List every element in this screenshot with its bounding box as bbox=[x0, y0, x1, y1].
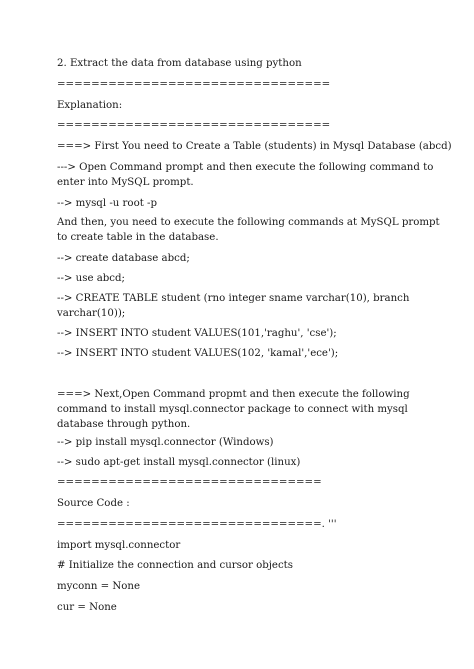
separator-line: ===============================. ''' bbox=[57, 519, 337, 530]
separator-line: ================================ bbox=[57, 79, 331, 90]
code-comment-line: # Initialize the connection and cursor objects bbox=[57, 560, 293, 571]
command-create-table: --> CREATE TABLE student (rno integer sname varchar(10), branch varchar(10)); bbox=[57, 293, 410, 319]
code-cur-line: cur = None bbox=[57, 602, 117, 613]
command-apt-install-linux: --> sudo apt-get install mysql.connector (linux) bbox=[57, 457, 301, 468]
sql-intro-paragraph: And then, you need to execute the following commands at MySQL prompt to create table in the database. bbox=[57, 217, 440, 243]
explanation-label: Explanation: bbox=[57, 100, 123, 111]
command-pip-install-windows: --> pip install mysql.connector (Windows) bbox=[57, 437, 274, 448]
section-heading: 2. Extract the data from database using python bbox=[57, 58, 302, 69]
command-insert-row-1: --> INSERT INTO student VALUES(101,'raghu', 'cse'); bbox=[57, 328, 337, 339]
step-open-prompt: ---> Open Command prompt and then execute the following command to enter into MySQL prompt. bbox=[57, 162, 434, 188]
command-insert-row-2: --> INSERT INTO student VALUES(102, 'kamal','ece'); bbox=[57, 348, 339, 359]
command-create-database: --> create database abcd; bbox=[57, 253, 190, 264]
source-code-label: Source Code : bbox=[57, 498, 130, 509]
code-myconn-line: myconn = None bbox=[57, 581, 141, 592]
separator-line: ================================ bbox=[57, 120, 331, 131]
command-use-database: --> use abcd; bbox=[57, 273, 125, 284]
step-install-connector: ===> Next,Open Command propmt and then execute the following command to install mysql.connector package to connect with mysql database through python. bbox=[57, 389, 410, 430]
code-import-line: import mysql.connector bbox=[57, 540, 181, 551]
command-mysql-login: --> mysql -u root -p bbox=[57, 198, 157, 209]
step-create-table: ===> First You need to Create a Table (students) in Mysql Database (abcd) bbox=[57, 141, 452, 152]
separator-line: =============================== bbox=[57, 477, 322, 488]
